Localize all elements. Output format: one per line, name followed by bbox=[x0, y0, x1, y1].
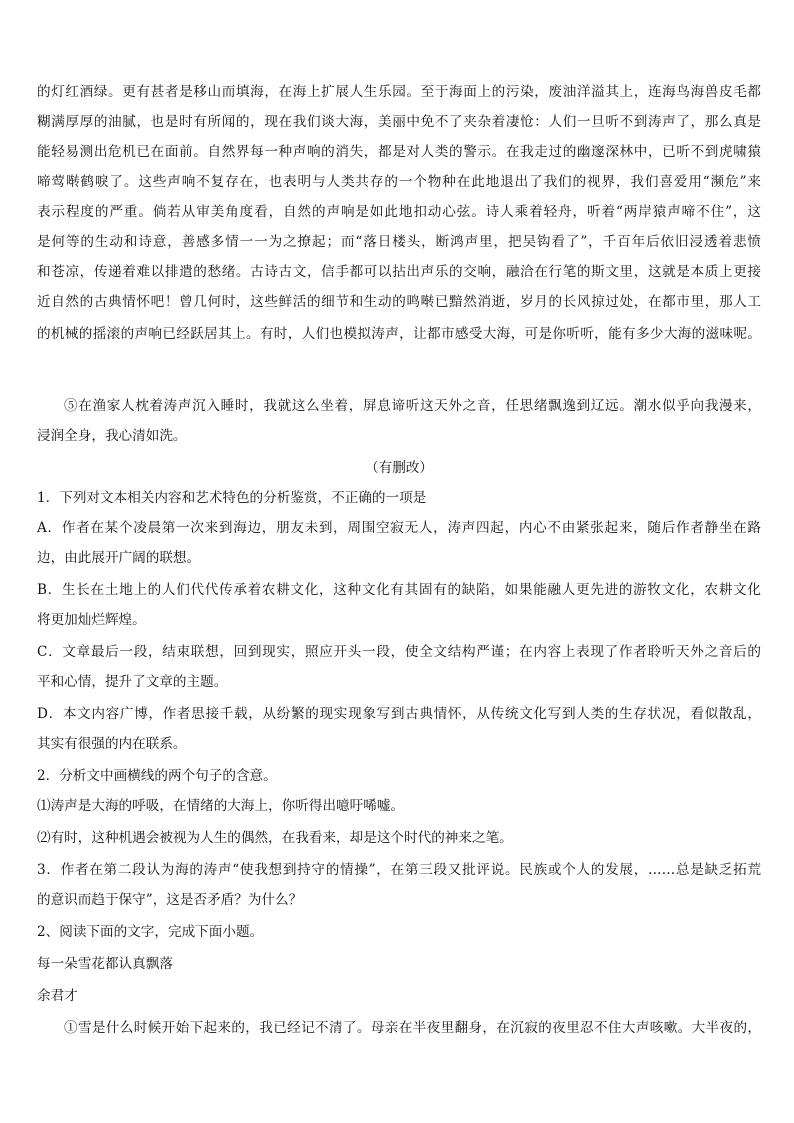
question-3-line: 3．作者在第二段认为海的涛声“使我想到持守的情操”，在第三段又批评说。民族或个人的发展，……总是缺乏拓荒 bbox=[37, 862, 761, 878]
passage-line: 能轻易测出危机已在面前。自然界每一种声响的消失，都是对人类的警示。在我走过的幽邃深林中，已听不到虎啸猿 bbox=[37, 144, 761, 160]
article-title: 每一朵雪花都认真飘落 bbox=[37, 956, 173, 972]
passage-line: 的机械的摇滚的声响已经跃居其上。有时，人们也模拟涛声，让都市感受大海，可是你听听，能有多少大海的滋味呢。 bbox=[37, 326, 761, 342]
option-d-cont: 其实有很强的内在联系。 bbox=[37, 736, 187, 752]
question-2-stem: 2．分析文中画横线的两个句子的含意。 bbox=[37, 768, 277, 784]
source-note: （有删改） bbox=[365, 460, 433, 476]
passage-line: 和苍凉，传递着难以排遣的愁绪。古诗古文，信手都可以拈出声乐的交响，融洽在行笔的斯文里，这就是本质上更接 bbox=[37, 264, 761, 280]
option-c: C．文章最后一段，结束联想，回到现实，照应开头一段，使全文结构严谨；在内容上表现了作者聆听天外之音后的 bbox=[37, 644, 761, 660]
passage-line: 糊满厚厚的油腻，也是时有所闻的，现在我们谈大海，美丽中免不了夹杂着凄怆：人们一旦听不到涛声了，那么真是 bbox=[37, 114, 761, 130]
paragraph-5-line: 浸润全身，我心清如洗。 bbox=[37, 428, 187, 444]
question-1-stem: 1．下列对文本相关内容和艺术特色的分析鉴赏，不正确的一项是 bbox=[37, 490, 427, 506]
article-paragraph-1: ①雪是什么时候开始下起来的，我已经记不清了。母亲在半夜里翻身，在沉寂的夜里忍不住大声咳嗽。大半夜的， bbox=[64, 1020, 761, 1036]
option-c-cont: 平和心情，提升了文章的主题。 bbox=[37, 674, 228, 690]
passage-line: 是何等的生动和诗意，善感多情一一为之撩起；而“落日楼头，断鸿声里，把吴钩看了”，千百年后依旧浸透着悲愤 bbox=[37, 234, 761, 250]
option-a-cont: 边，由此展开广阔的联想。 bbox=[37, 550, 201, 566]
option-b: B．生长在土地上的人们代代传承着农耕文化，这种文化有其固有的缺陷，如果能融人更先进的游牧文化，农耕文化 bbox=[37, 582, 761, 598]
passage-line: 表示程度的严重。倘若从审美角度看，自然的声响是如此地扣动心弦。诗人乘着轻舟，听着“两岸猿声啼不住”，这 bbox=[37, 204, 761, 220]
passage-line: 啼莺啭鹤唳了。这些声响不复存在，也表明与人类共存的一个物种在此地退出了我们的视界，我们喜爱用“濒危”来 bbox=[37, 174, 761, 190]
question-3-line: 的意识而趋于保守”，这是否矛盾？为什么？ bbox=[37, 892, 303, 908]
option-d: D．本文内容广博，作者思接千载，从纷繁的现实现象写到古典情怀，从传统文化写到人类的生存状况，看似散乱， bbox=[37, 706, 761, 722]
question-2-sentence-1: ⑴涛声是大海的呼吸，在情绪的大海上，你听得出噫吁唏嘘。 bbox=[37, 798, 405, 814]
article-author: 余君才 bbox=[37, 988, 78, 1004]
question-2-sentence-2: ⑵有时，这种机遇会被视为人生的偶然，在我看来，却是这个时代的神来之笔。 bbox=[37, 830, 513, 846]
section-2-heading: 2、阅读下面的文字，完成下面小题。 bbox=[37, 924, 264, 940]
option-b-cont: 将更加灿烂辉煌。 bbox=[37, 612, 146, 628]
passage-line: 的灯红酒绿。更有甚者是移山而填海，在海上扩展人生乐园。至于海面上的污染，废油洋溢其上，连海鸟海兽皮毛都 bbox=[37, 84, 761, 100]
paragraph-5-line: ⑤在渔家人枕着涛声沉入睡时，我就这么坐着，屏息谛听这天外之音，任思绪飘逸到辽远。潮水似乎向我漫来， bbox=[64, 398, 761, 414]
passage-line: 近自然的古典情怀吧！曾几何时，这些鲜活的细节和生动的鸣啭已黯然消逝，岁月的长风掠过处，在都市里，那人工 bbox=[37, 294, 761, 310]
option-a: A．作者在某个凌晨第一次来到海边，朋友未到，周围空寂无人，涛声四起，内心不由紧张起来，随后作者静坐在路 bbox=[37, 520, 761, 536]
